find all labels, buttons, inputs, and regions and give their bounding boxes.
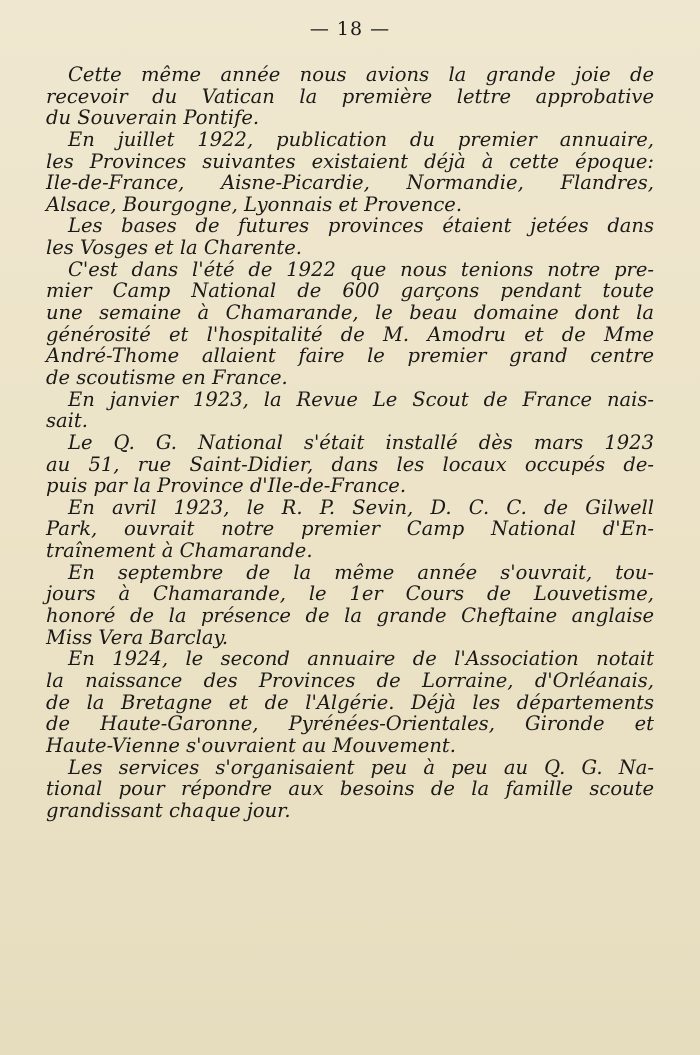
text-line: En 1924, le second annuaire de l'Association notait (68, 647, 654, 671)
text-line: tional pour répondre aux besoins de la famille scoute (46, 777, 654, 801)
text-line: de scoutisme en France. (46, 365, 288, 389)
text-line: de Haute-Garonne, Pyrénées-Orientales, Gironde et (46, 712, 654, 736)
text-line: mier Camp National de 600 garçons pendant toute (46, 279, 654, 303)
text-line: Ile-de-France, Aisne-Picardie, Normandie, Flandres, (46, 171, 654, 195)
text-line: En avril 1923, le R. P. Sevin, D. C. C. de Gilwell (68, 495, 654, 519)
text-line: En juillet 1922, publication du premier annuaire, (68, 127, 654, 151)
text-line: honoré de la présence de la grande Cheftaine anglaise (46, 604, 654, 628)
text-line: André-Thome allaient faire le premier grand centre (46, 344, 654, 368)
text-line: En septembre de la même année s'ouvrait, tou- (68, 560, 654, 584)
text-line: générosité et l'hospitalité de M. Amodru et de Mme (46, 322, 654, 346)
text-line: les Vosges et la Charente. (46, 236, 302, 260)
text-line: recevoir du Vatican la première lettre approbative (46, 84, 654, 108)
text-line: Les services s'organisaient peu à peu au Q. G. Na- (68, 755, 654, 779)
text-line: Park, ouvrait notre premier Camp National d'En- (46, 517, 654, 541)
text-line: traînement à Chamarande. (46, 539, 313, 563)
text-line: les Provinces suivantes existaient déjà à cette époque: (46, 149, 654, 173)
text-line: de la Bretagne et de l'Algérie. Déjà les départements (46, 690, 654, 714)
text-line: jours à Chamarande, le 1er Cours de Louvetisme, (46, 582, 654, 606)
text-line: Miss Vera Barclay. (46, 625, 229, 649)
text-line: du Souverain Pontife. (46, 106, 260, 130)
text-line: la naissance des Provinces de Lorraine, d'Orléanais, (46, 668, 654, 692)
text-line: Cette même année nous avions la grande joie de (68, 63, 654, 86)
text-line: Le Q. G. National s'était installé dès mars 1923 (68, 430, 654, 454)
page-number: — 18 — (309, 18, 391, 40)
text-line: sait. (46, 409, 88, 433)
text-line: C'est dans l'été de 1922 que nous tenions notre pre- (68, 257, 654, 281)
text-line: Les bases de futures provinces étaient jetées dans (68, 214, 654, 238)
text-line: En janvier 1923, la Revue Le Scout de France nais- (68, 387, 654, 411)
text-line: Haute-Vienne s'ouvraient au Mouvement. (46, 733, 456, 757)
text-line: grandissant chaque jour. (46, 798, 291, 822)
text-line: puis par la Province d'Ile-de-France. (46, 474, 407, 498)
text-line: Alsace, Bourgogne, Lyonnais et Provence. (46, 192, 463, 216)
text-line: au 51, rue Saint-Didier, dans les locaux occupés de- (46, 452, 654, 476)
text-line: une semaine à Chamarande, le beau domaine dont la (46, 301, 654, 325)
body-text (46, 64, 654, 821)
